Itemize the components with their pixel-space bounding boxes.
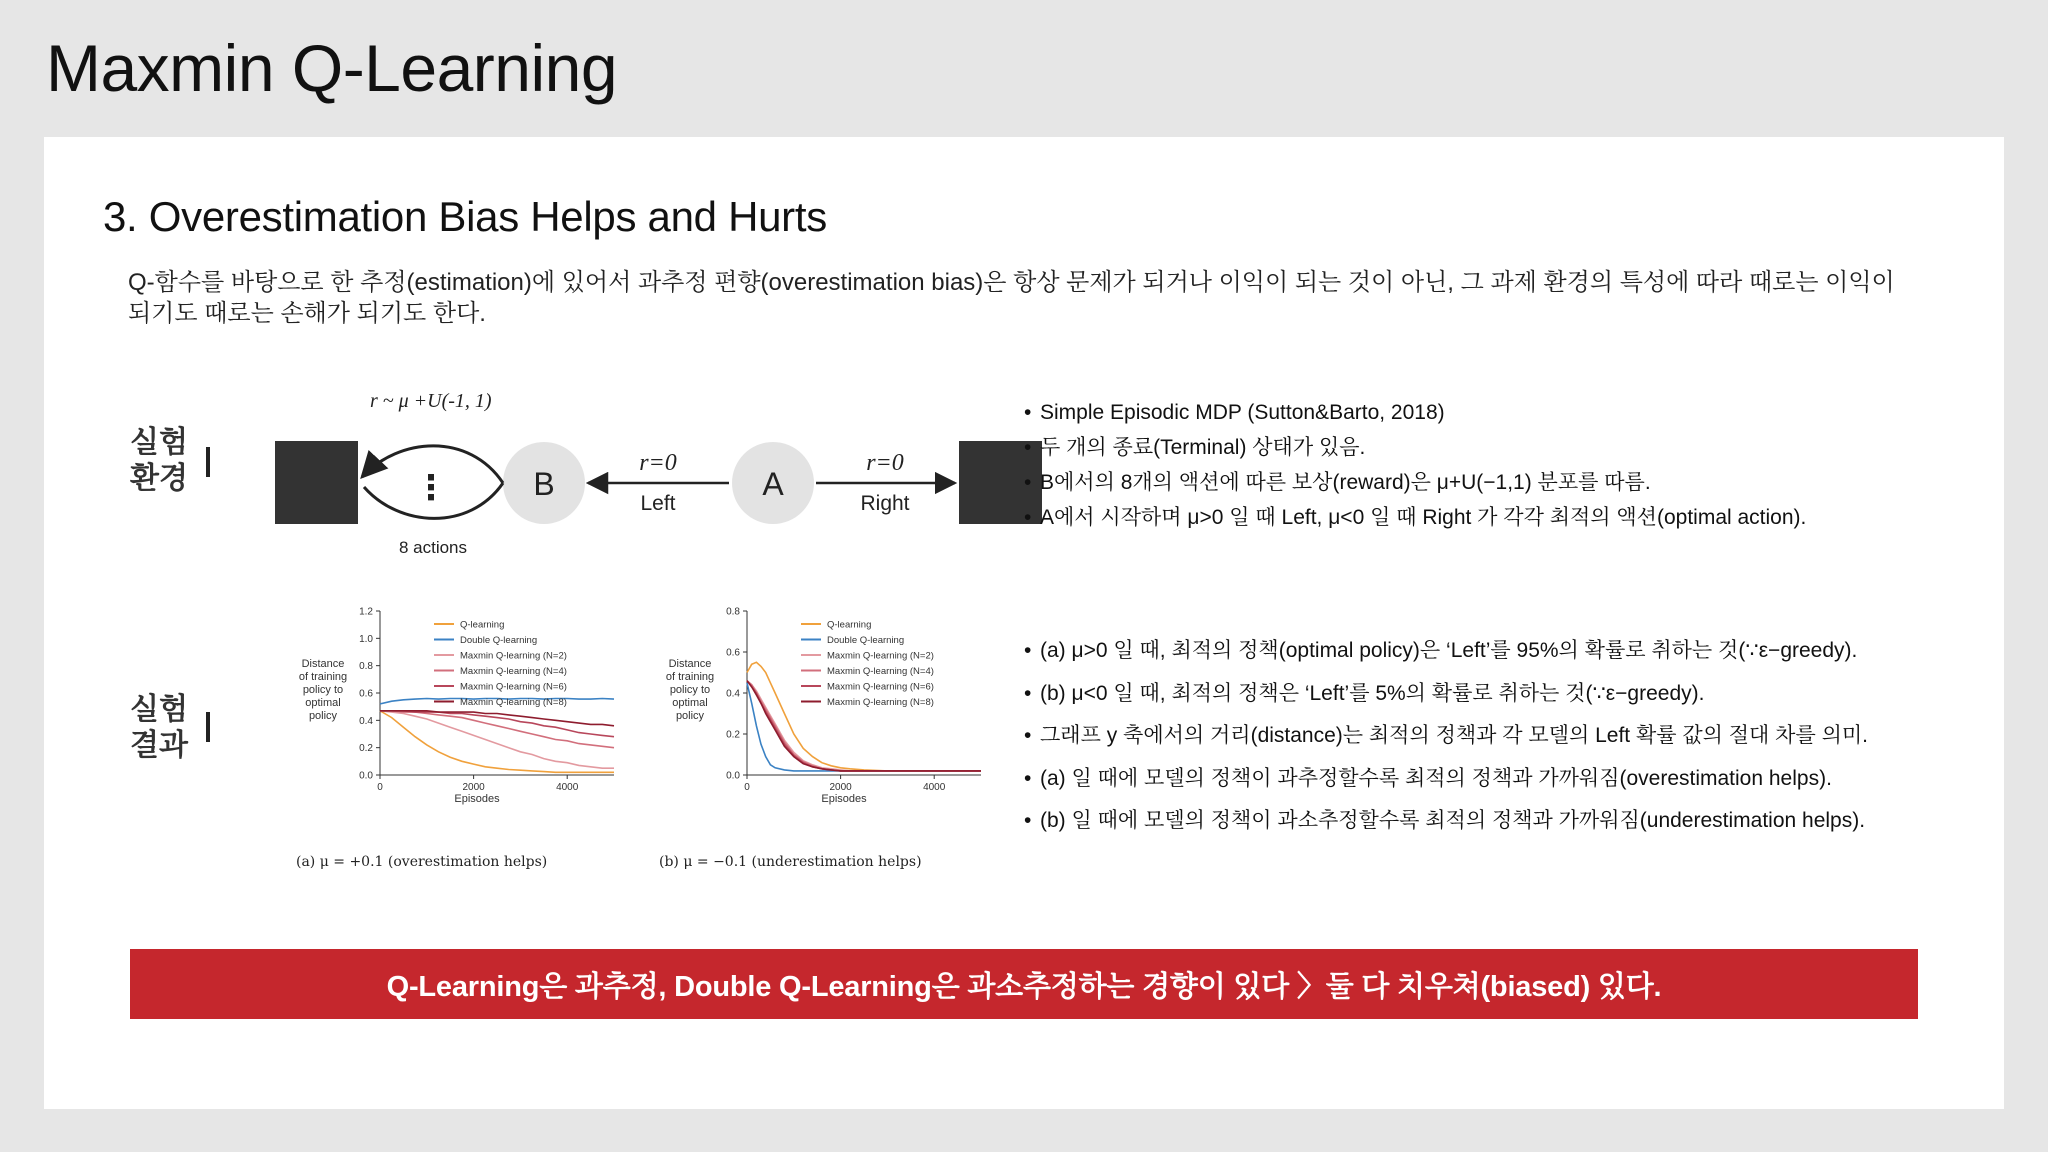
legend-label: Double Q-learning [827,635,905,646]
right-action-label: Right [860,492,910,515]
x-tick-label: 0 [377,782,383,793]
legend-label: Maxmin Q-learning (N=6) [460,681,567,693]
y-tick-label: 0.8 [359,661,373,673]
series-line-1 [747,683,981,771]
env-label-line-1: 실험 [130,426,188,459]
legend-label: Maxmin Q-learning (N=8) [460,697,567,708]
section-title: 3. Overestimation Bias Helps and Hurts [103,193,827,240]
series-line-2 [380,711,614,768]
env-bullet: • 두 개의 종료(Terminal) 상태가 있음. [1024,430,1806,465]
y-axis-label-line: Distance [668,658,712,670]
series-line-5 [747,681,981,771]
y-axis-label-line: policy to [302,684,344,696]
y-axis-label-line: Distance [301,658,345,670]
legend-label: Q-learning [827,619,872,631]
result-label-line-2: 결과 [130,729,188,762]
b-reward-label: r ~ μ +U(-1, 1) [370,390,492,412]
legend-label: Maxmin Q-learning (N=2) [460,650,567,662]
y-tick-label: 0.0 [726,770,740,782]
intro-line-1: Q-함수를 바탕으로 한 추정(estimation)에 있어서 과추정 편향(overestimation bias)은 항상 문제가 되거나 이익이 되는 것이 아닌, 그 과제 환경의 특성에 따라 때로는 이익이 [128,269,1895,296]
series-line-0 [380,711,614,773]
left-action-label: Left [640,492,676,515]
x-tick-label: 4000 [923,782,946,793]
env-bullet-list [1024,395,1806,535]
chart-overestimation [249,599,629,839]
y-axis-label-line: policy [675,710,705,722]
result-bullet: • (a) μ>0 일 때, 최적의 정책(optimal policy)은 ‘Left’를 95%의 확률로 취하는 것(∵ε−greedy). [1024,630,1868,673]
page-title: Maxmin Q-Learning [46,31,618,105]
y-tick-label: 1.0 [359,633,373,645]
result-bullet-list [1024,630,1868,843]
y-axis-label-line: of training [665,671,715,683]
chart-underestimation [616,599,996,839]
y-axis-label-line: of training [298,671,348,683]
env-row-divider [206,447,210,477]
result-bullet: • 그래프 y 축에서의 거리(distance)는 최적의 정책과 각 모델의 Left 확률 값의 절대 차를 의미. [1024,715,1868,758]
result-row-divider [206,712,210,742]
y-axis-label-line: optimal [305,697,341,709]
series-line-3 [747,681,981,771]
series-line-0 [747,662,981,771]
y-tick-label: 0.6 [359,688,373,700]
terminal-state-left [275,441,358,524]
intro-paragraph [128,267,1948,329]
env-row-label [124,425,194,497]
env-bullet: • Simple Episodic MDP (Sutton&Barto, 2018) [1024,395,1806,430]
conclusion-banner [130,949,1918,1019]
x-tick-label: 2000 [462,782,485,793]
y-tick-label: 0.8 [726,606,740,618]
result-bullet: • (a) 일 때에 모델의 정책이 과추정할수록 최적의 정책과 가까워짐(overestimation helps). [1024,758,1868,801]
legend-label: Maxmin Q-learning (N=2) [827,650,934,662]
y-tick-label: 1.2 [359,606,373,618]
x-tick-label: 4000 [556,782,579,793]
node-a-label: A [762,466,784,502]
y-tick-label: 0.2 [726,729,740,741]
legend-label: Maxmin Q-learning (N=4) [827,666,934,677]
chart-b-caption: (b) μ = −0.1 (underestimation helps) [659,854,922,870]
actions-count-label: 8 actions [398,538,468,557]
conclusion-text: Q-Learning은 과추정, Double Q-Learning은 과소추정하는 경향이 있다 〉둘 다 치우쳐(biased) 있다. [386,970,1662,1003]
env-bullet: • A에서 시작하며 μ>0 일 때 Left, μ<0 일 때 Right 가 각각 최적의 액션(optimal action). [1024,500,1806,535]
x-tick-label: 0 [744,782,750,793]
mdp-diagram [224,377,1054,557]
series-line-2 [747,681,981,771]
legend-label: Q-learning [460,619,505,631]
y-tick-label: 0.0 [359,770,373,782]
result-bullet: • (b) 일 때에 모델의 정책이 과소추정할수록 최적의 정책과 가까워짐(underestimation helps). [1024,800,1868,843]
y-axis-label-line: policy [308,710,338,722]
intro-line-2: 되기도 때로는 손해가 되기도 한다. [128,300,486,327]
y-tick-label: 0.4 [359,715,373,727]
y-axis-label-line: optimal [672,697,708,709]
x-axis-label: Episodes [454,793,500,805]
y-axis-label-line: policy to [669,684,711,696]
node-b-label: B [533,466,555,502]
legend-label: Double Q-learning [460,635,538,646]
result-row-label [124,692,194,764]
legend-label: Maxmin Q-learning (N=6) [827,681,934,693]
y-tick-label: 0.6 [726,647,740,659]
env-label-line-2: 환경 [130,462,188,495]
left-reward-label: r=0 [639,450,677,476]
right-reward-label: r=0 [866,450,904,476]
legend-label: Maxmin Q-learning (N=8) [827,697,934,708]
slide-body [44,137,2004,1109]
y-tick-label: 0.4 [726,688,740,700]
chart-a-caption: (a) μ = +0.1 (overestimation helps) [296,854,548,870]
result-bullet: • (b) μ<0 일 때, 최적의 정책은 ‘Left’를 5%의 확률로 취하는 것(∵ε−greedy). [1024,673,1868,716]
x-tick-label: 2000 [829,782,852,793]
legend-label: Maxmin Q-learning (N=4) [460,666,567,677]
env-bullet: • B에서의 8개의 액션에 따른 보상(reward)은 μ+U(−1,1) 분포를 따름. [1024,465,1806,500]
result-label-line-1: 실험 [130,693,188,726]
y-tick-label: 0.2 [359,743,373,755]
actions-ellipsis: ⋮ [414,469,448,507]
x-axis-label: Episodes [821,793,867,805]
series-line-4 [747,681,981,771]
